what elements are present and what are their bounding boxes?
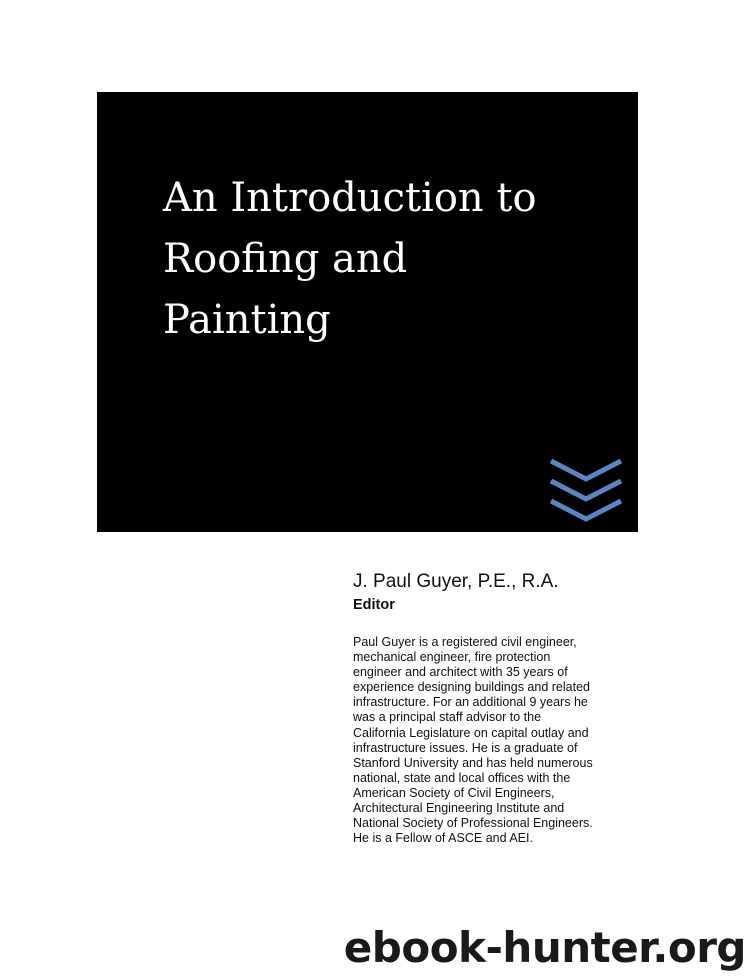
bio-line: was a principal staff advisor to the <box>353 710 542 725</box>
bio-line: Paul Guyer is a registered civil engineer, <box>353 635 577 649</box>
bio-line: experience designing buildings and related <box>353 680 590 695</box>
bio-line: He is a Fellow of ASCE and AEI. <box>353 831 533 846</box>
watermark-text: ebook-hunter.org <box>343 923 746 972</box>
book-title-line-2: Roofing and <box>163 236 408 282</box>
bio-line: infrastructure issues. He is a graduate of <box>353 740 578 755</box>
author-bio <box>353 635 653 846</box>
bio-line: mechanical engineer, fire protection <box>353 650 551 665</box>
book-title-line-1: An Introduction to <box>163 175 537 221</box>
author-role: Editor <box>353 597 395 613</box>
bio-line: National Society of Professional Engineers. <box>353 816 593 831</box>
bio-line: California Legislature on capital outlay and <box>353 725 589 740</box>
author-block <box>353 570 683 615</box>
bio-line: national, state and local offices with the <box>353 770 571 785</box>
bio-line: Architectural Engineering Institute and <box>353 801 565 816</box>
author-name: J. Paul Guyer, P.E., R.A. <box>353 571 559 592</box>
bio-line: American Society of Civil Engineers, <box>353 785 555 800</box>
book-title-line-3: Painting <box>163 297 331 343</box>
cover-title-panel <box>97 92 638 532</box>
bio-line: engineer and architect with 35 years of <box>353 665 568 680</box>
book-title <box>163 168 623 351</box>
bio-line: infrastructure. For an additional 9 years he <box>353 695 588 710</box>
triple-chevron-down-icon <box>549 459 623 525</box>
bio-line: Stanford University and has held numerous <box>353 755 593 770</box>
